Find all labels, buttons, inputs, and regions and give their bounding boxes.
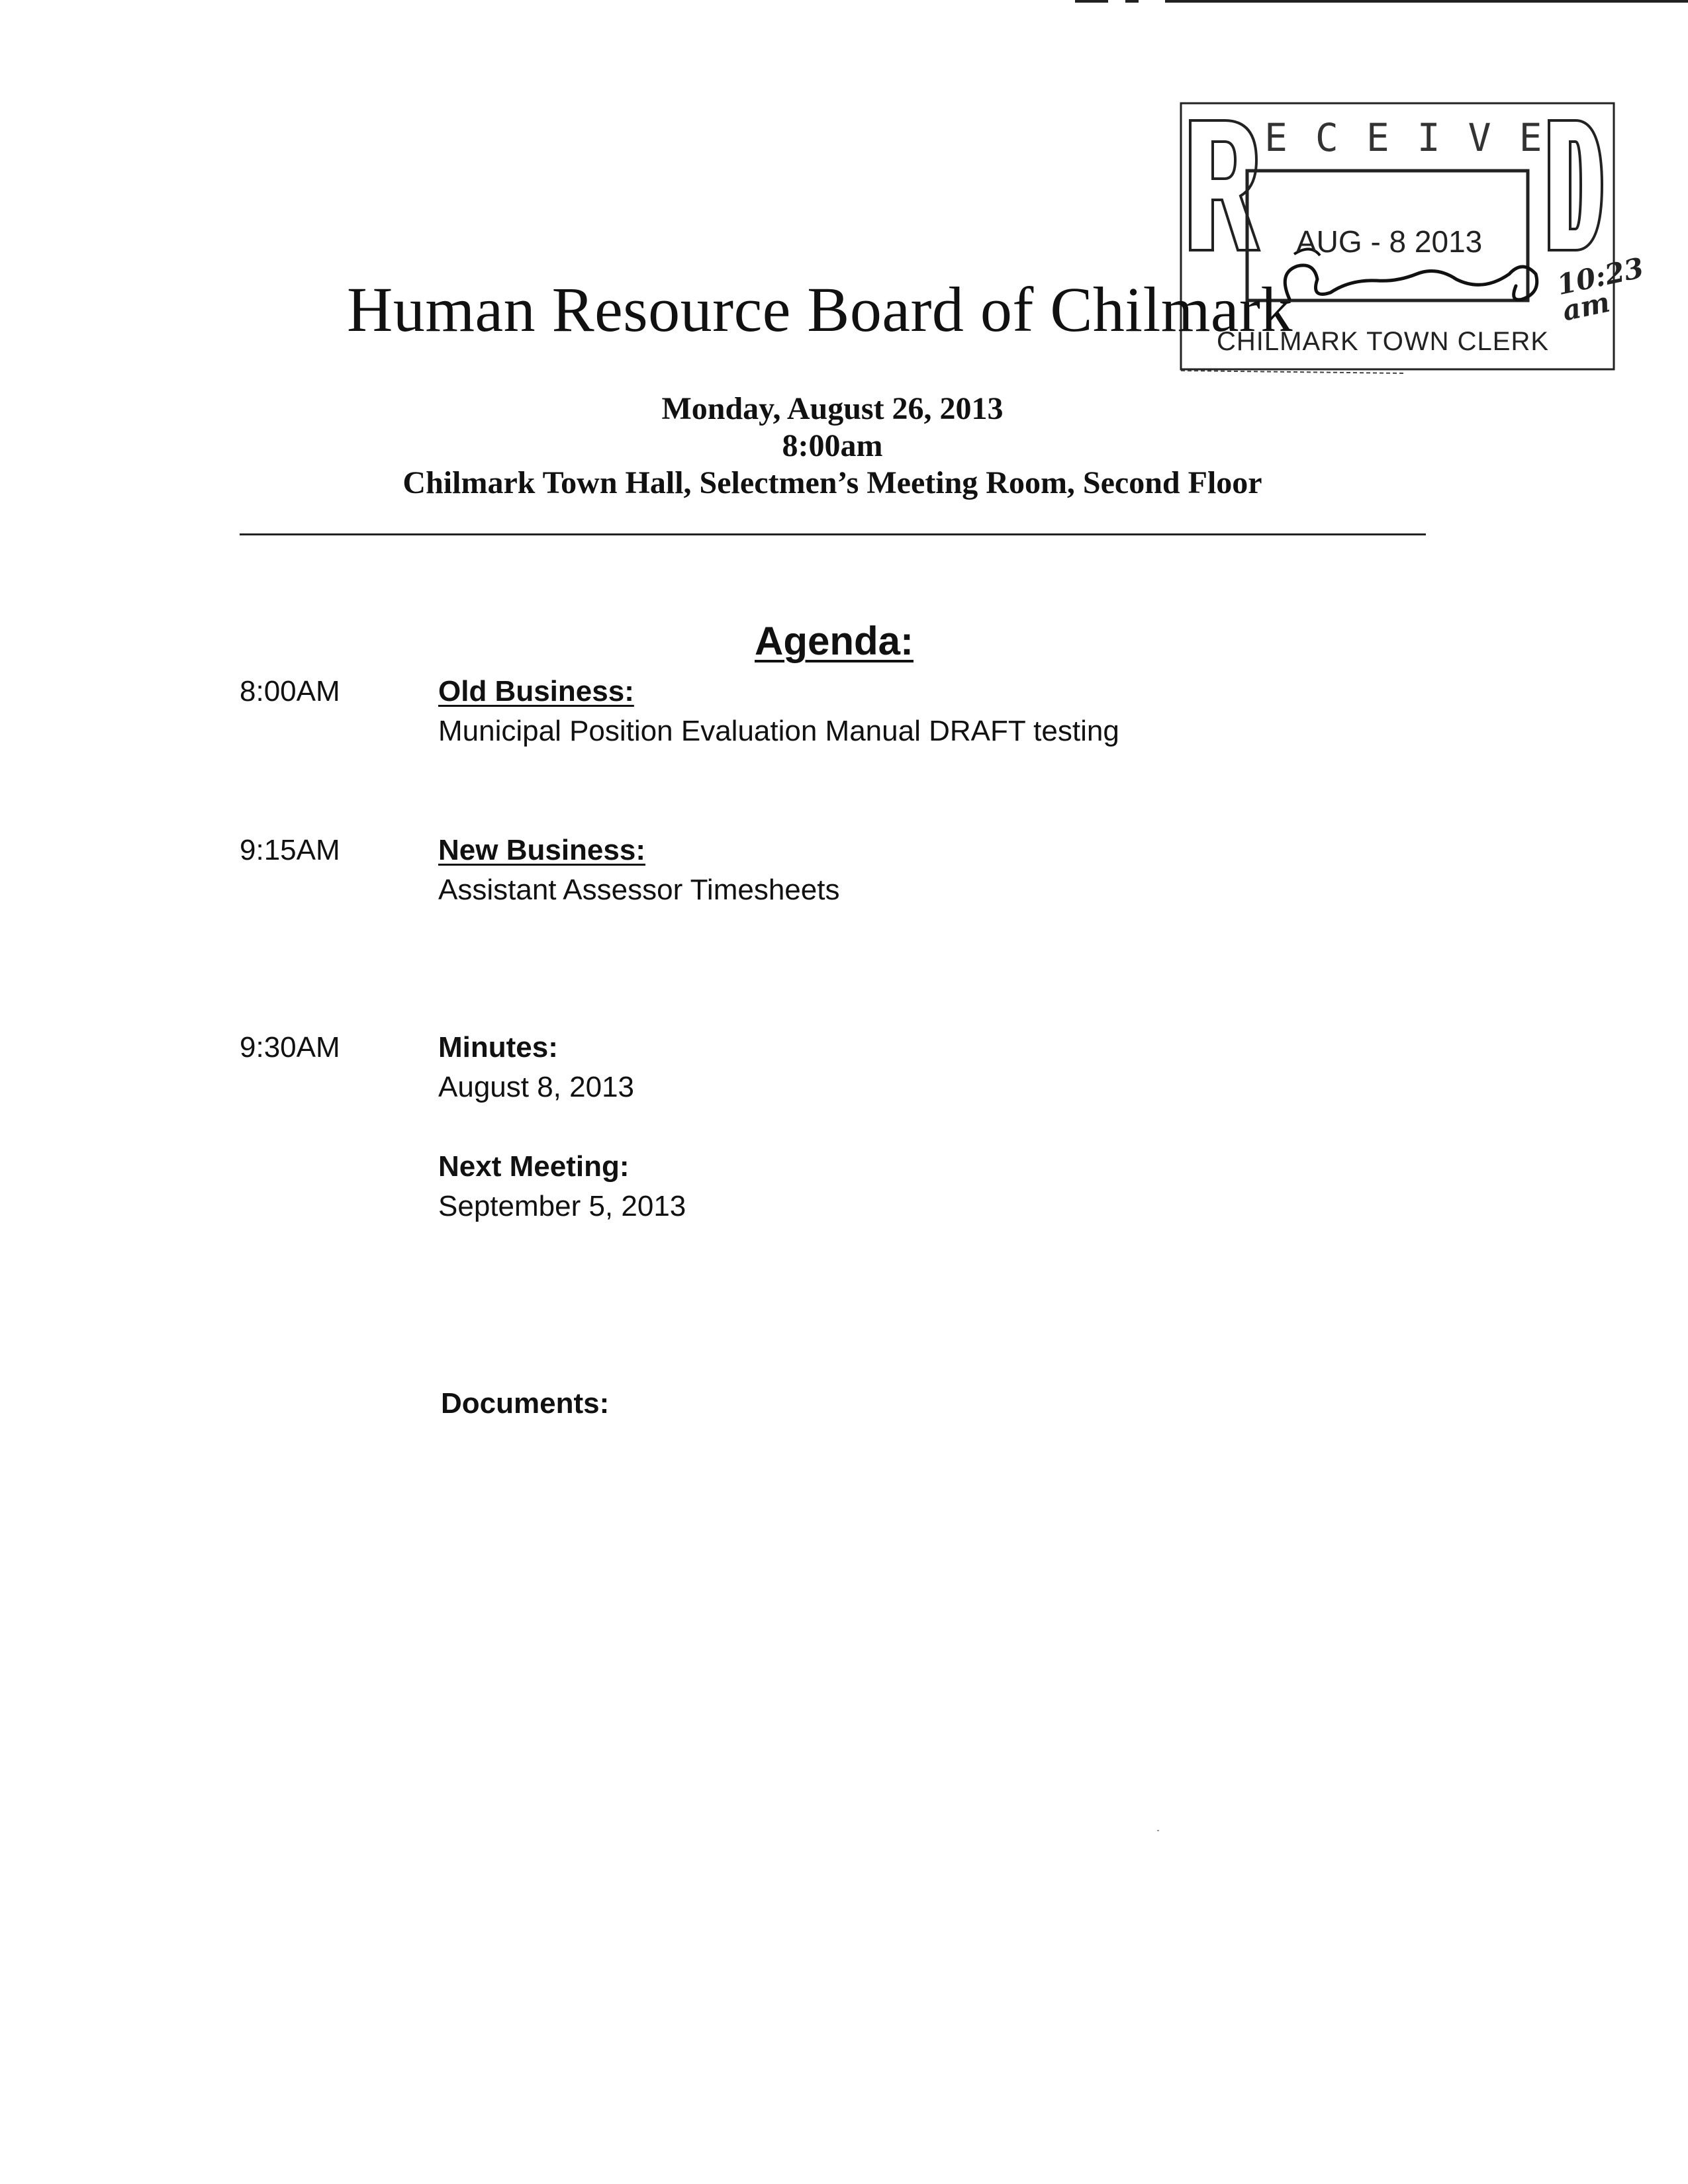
agenda-item-heading: Next Meeting: [438, 1150, 630, 1183]
header-divider [240, 533, 1426, 535]
meeting-time: 8:00am [782, 428, 883, 463]
stamp-handwritten-time: 10:23 am [1554, 251, 1647, 328]
meeting-location: Chilmark Town Hall, Selectmen’s Meeting Room, Second Floor [402, 465, 1262, 500]
agenda-item-detail: Municipal Position Evaluation Manual DRAFT testing [438, 715, 1119, 747]
scan-artifact-line [1165, 0, 1688, 3]
agenda-heading: Agenda: [755, 619, 914, 663]
agenda-item-heading: New Business: [438, 834, 645, 866]
agenda-item-detail: Assistant Assessor Timesheets [438, 874, 840, 906]
agenda-item-time: 9:30AM [240, 1031, 340, 1064]
agenda-item-time: 8:00AM [240, 675, 340, 707]
documents-label: Documents: [441, 1387, 610, 1420]
agenda-item-heading: Minutes: [438, 1031, 558, 1064]
stamp-received-letters: ECEIVE [1264, 115, 1570, 160]
page-title: Human Resource Board of Chilmark [347, 274, 1293, 345]
agenda-item-heading: Old Business: [438, 675, 634, 707]
scan-artifact-line [1075, 0, 1108, 3]
agenda-item-detail: August 8, 2013 [438, 1071, 635, 1103]
scan-artifact-line [1125, 0, 1139, 3]
scan-speck [1157, 1830, 1159, 1831]
agenda-item-detail: September 5, 2013 [438, 1190, 686, 1222]
stamp-office: CHILMARK TOWN CLERK [1217, 327, 1550, 356]
meeting-date: Monday, August 26, 2013 [661, 391, 1004, 426]
agenda-item-time: 9:15AM [240, 834, 340, 866]
stamp-date: AUG - 8 2013 [1296, 224, 1483, 259]
